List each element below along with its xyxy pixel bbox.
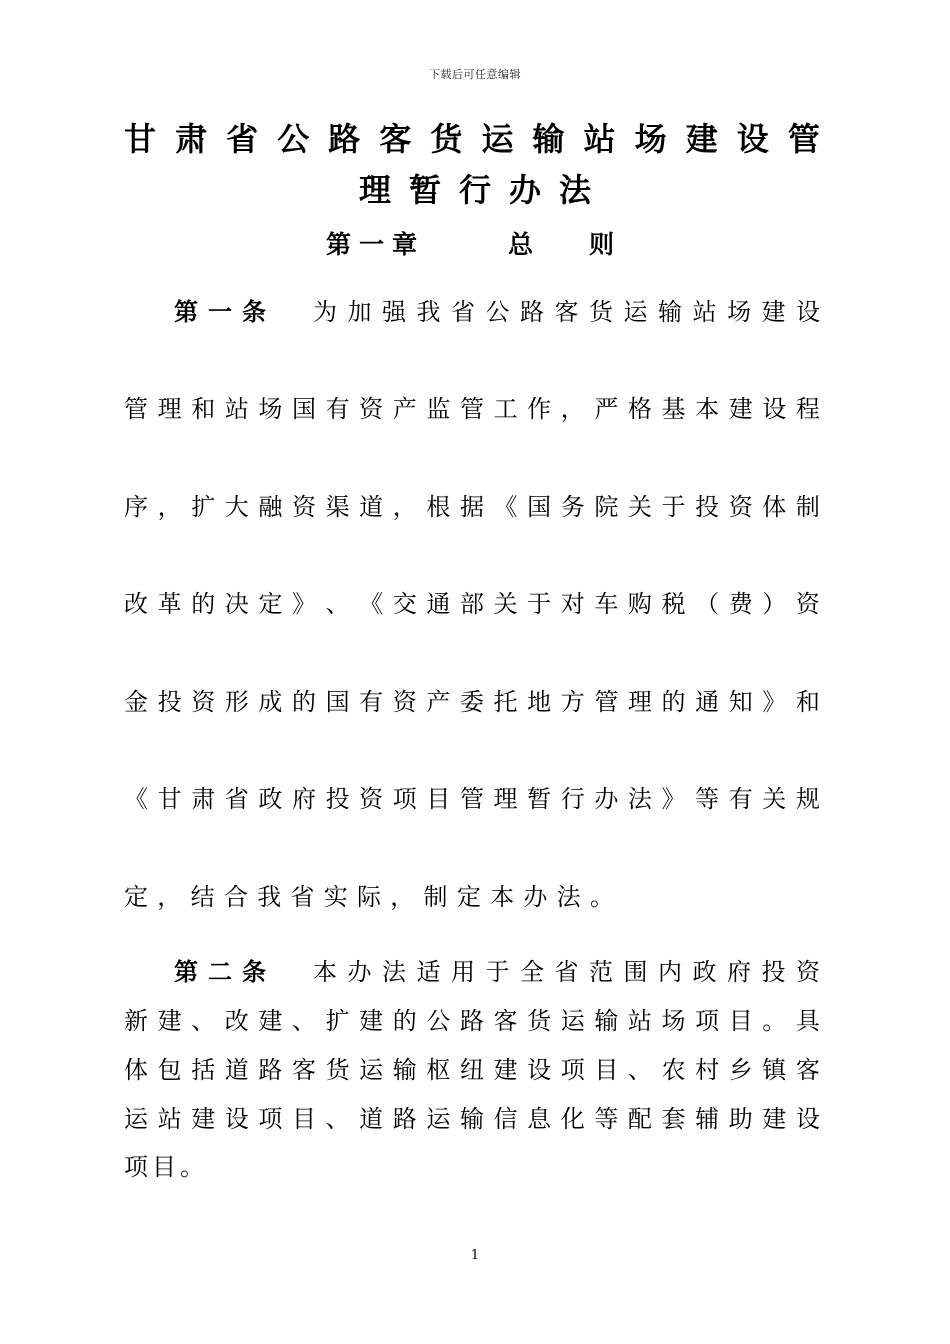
article-line [124, 687, 820, 717]
glyph: 大 [224, 493, 249, 521]
glyph: 投 [761, 958, 786, 986]
glyph: 甘 [157, 785, 182, 813]
glyph: 管 [124, 395, 148, 423]
glyph: 有 [728, 785, 753, 813]
glyph: 决 [224, 590, 249, 618]
glyph: 我 [416, 298, 441, 326]
page-number: 1 [470, 1248, 480, 1263]
glyph: 配 [627, 1105, 652, 1133]
glyph: 的 [661, 688, 686, 716]
glyph: 实 [323, 883, 348, 911]
glyph: 围 [623, 958, 648, 986]
glyph: 目 [426, 785, 451, 813]
glyph: 范 [589, 958, 613, 986]
glyph: 肃 [191, 785, 216, 813]
glyph: 《 [124, 785, 148, 813]
article-line [124, 589, 820, 619]
glyph: 改 [124, 590, 148, 618]
glyph: 据 [459, 493, 484, 521]
glyph: 适 [416, 958, 441, 986]
glyph: 务 [560, 493, 585, 521]
glyph: 省 [226, 120, 259, 158]
glyph: 路 [392, 1105, 417, 1133]
article-1-first-line [174, 297, 820, 327]
glyph: 运 [359, 1056, 384, 1084]
glyph: 省 [451, 298, 475, 326]
glyph: 际 [356, 883, 381, 911]
glyph: 、 [627, 1056, 652, 1084]
glyph: ， [560, 395, 585, 423]
glyph: 定 [124, 883, 148, 911]
glyph: 资 [392, 688, 417, 716]
article-line [124, 1104, 820, 1134]
glyph: 等 [594, 1105, 619, 1133]
glyph: 客 [291, 1056, 316, 1084]
glyph: 的 [291, 688, 316, 716]
glyph: 农 [661, 1056, 686, 1084]
glyph: 和 [191, 395, 216, 423]
glyph: 枢 [426, 1056, 451, 1084]
glyph: ） [762, 590, 787, 618]
chapter-number: 第一章 [326, 230, 426, 259]
glyph: 政 [692, 958, 717, 986]
glyph: 客 [795, 1056, 820, 1084]
glyph: （ [695, 590, 720, 618]
glyph: 通 [426, 590, 451, 618]
article-line [124, 784, 820, 814]
glyph: 目 [152, 1153, 176, 1181]
glyph: 暂 [527, 785, 552, 813]
glyph: 等 [695, 785, 720, 813]
glyph: 目 [728, 1007, 753, 1035]
glyph: 输 [392, 1056, 417, 1084]
glyph: 场 [258, 395, 283, 423]
glyph: 》 [762, 688, 787, 716]
glyph: 资 [795, 590, 820, 618]
glyph: 。 [762, 1007, 787, 1035]
glyph: 管 [787, 120, 820, 158]
glyph: 建 [728, 395, 753, 423]
glyph: 政 [258, 785, 283, 813]
glyph: 项 [695, 1007, 720, 1035]
glyph: 资 [728, 493, 753, 521]
glyph: 制 [423, 883, 448, 911]
glyph: 客 [554, 298, 579, 326]
glyph: 、 [191, 1007, 216, 1035]
glyph: 税 [661, 590, 686, 618]
glyph: 基 [661, 395, 686, 423]
glyph: 地 [527, 688, 552, 716]
glyph: 强 [382, 298, 406, 326]
article-line [124, 1152, 204, 1182]
article-line [124, 1006, 820, 1036]
document-title-line-1 [124, 114, 820, 160]
glyph: 公 [485, 298, 510, 326]
glyph: 括 [191, 1056, 216, 1084]
article-line [124, 1055, 820, 1085]
glyph: 路 [520, 298, 544, 326]
glyph: 关 [762, 785, 787, 813]
glyph: 公 [426, 1007, 451, 1035]
glyph: 货 [589, 298, 613, 326]
glyph: 资 [359, 785, 384, 813]
glyph: 通 [695, 688, 720, 716]
chapter-name: 总则 [508, 230, 671, 259]
glyph: 管 [459, 785, 484, 813]
glyph: 新 [124, 1007, 148, 1035]
glyph: 于 [485, 958, 510, 986]
glyph: 投 [695, 493, 720, 521]
glyph: 运 [124, 1105, 148, 1133]
glyph: 渠 [325, 493, 350, 521]
glyph: 场 [661, 1007, 686, 1035]
glyph: ， [390, 883, 415, 911]
glyph: 资 [359, 395, 384, 423]
glyph: 输 [532, 120, 565, 158]
glyph: 化 [560, 1105, 585, 1133]
glyph: 肃 [175, 120, 208, 158]
glyph: 项 [560, 1056, 585, 1084]
glyph: 、 [325, 1105, 350, 1133]
article-line-text [313, 957, 820, 987]
glyph: 乡 [728, 1056, 753, 1084]
glyph: 严 [594, 395, 619, 423]
glyph: 输 [459, 1105, 484, 1133]
glyph: 货 [527, 1007, 552, 1035]
glyph: 交 [392, 590, 417, 618]
glyph: 的 [392, 1007, 417, 1035]
glyph: 建 [359, 1007, 384, 1035]
glyph: 本 [695, 395, 720, 423]
glyph: 、 [291, 1007, 316, 1035]
glyph: 路 [328, 120, 361, 158]
glyph: 体 [124, 1056, 148, 1084]
article-line [124, 882, 614, 912]
glyph: 目 [594, 1056, 619, 1084]
glyph: 知 [728, 688, 753, 716]
glyph: 托 [493, 688, 518, 716]
glyph: 国 [527, 493, 552, 521]
glyph: 省 [554, 958, 579, 986]
glyph: 具 [795, 1007, 820, 1035]
glyph: 办 [347, 958, 372, 986]
glyph: 全 [520, 958, 544, 986]
glyph: 场 [727, 298, 751, 326]
glyph: 站 [157, 1105, 182, 1133]
glyph: 定 [456, 883, 481, 911]
glyph: 》 [291, 590, 316, 618]
glyph: 设 [796, 298, 820, 326]
glyph: 部 [459, 590, 484, 618]
glyph: 关 [493, 590, 518, 618]
glyph: 成 [258, 688, 283, 716]
glyph: 息 [527, 1105, 552, 1133]
glyph: 规 [795, 785, 820, 813]
glyph: 行 [560, 785, 585, 813]
glyph: 建 [685, 120, 718, 158]
glyph: 格 [627, 395, 652, 423]
header-note: 下载后可任意编辑 [429, 68, 521, 81]
glyph: 客 [493, 1007, 518, 1035]
glyph: 定 [258, 590, 283, 618]
glyph: 建 [191, 1105, 216, 1133]
glyph: 有 [359, 688, 384, 716]
glyph: 融 [258, 493, 283, 521]
glyph: 道 [359, 493, 384, 521]
glyph: ， [157, 883, 182, 911]
glyph: 和 [795, 688, 820, 716]
glyph: 改 [224, 1007, 249, 1035]
glyph: 辅 [695, 1105, 720, 1133]
glyph: 的 [191, 590, 216, 618]
glyph: 包 [157, 1056, 182, 1084]
glyph: 法 [556, 883, 581, 911]
glyph: 信 [493, 1105, 518, 1133]
glyph: 。 [180, 1153, 204, 1181]
glyph: 根 [426, 493, 451, 521]
glyph: 路 [258, 1056, 283, 1084]
glyph: 费 [728, 590, 753, 618]
glyph: 助 [728, 1105, 753, 1133]
glyph: 用 [451, 958, 475, 986]
glyph: 车 [594, 590, 619, 618]
glyph: 建 [761, 298, 786, 326]
glyph: 办 [523, 883, 548, 911]
glyph: 产 [426, 688, 451, 716]
glyph: 设 [795, 1105, 820, 1133]
glyph: 镇 [762, 1056, 787, 1084]
glyph: 法 [382, 958, 406, 986]
glyph: 程 [795, 395, 820, 423]
glyph: 方 [560, 688, 585, 716]
glyph: 目 [291, 1105, 316, 1133]
glyph: 关 [627, 493, 652, 521]
glyph: 府 [291, 785, 316, 813]
glyph: 道 [359, 1105, 384, 1133]
glyph: 货 [430, 120, 463, 158]
glyph: 设 [224, 1105, 249, 1133]
glyph: 项 [392, 785, 417, 813]
glyph: 投 [157, 688, 182, 716]
glyph: 本 [313, 958, 337, 986]
glyph: 加 [347, 298, 372, 326]
glyph: 院 [594, 493, 619, 521]
glyph: 村 [695, 1056, 720, 1084]
glyph: 省 [224, 785, 249, 813]
glyph: 设 [736, 120, 769, 158]
glyph: 于 [661, 493, 686, 521]
glyph: 路 [459, 1007, 484, 1035]
glyph: 项 [258, 1105, 283, 1133]
glyph: 资 [291, 493, 316, 521]
glyph: 省 [290, 883, 315, 911]
glyph: 设 [527, 1056, 552, 1084]
article-line [124, 394, 820, 424]
glyph: 建 [762, 1105, 787, 1133]
glyph: 内 [658, 958, 682, 986]
glyph: 理 [157, 395, 182, 423]
glyph: 于 [527, 590, 552, 618]
glyph: 客 [379, 120, 412, 158]
glyph: 扩 [191, 493, 216, 521]
glyph: 形 [224, 688, 249, 716]
glyph: 管 [594, 688, 619, 716]
glyph: 法 [627, 785, 652, 813]
glyph: 产 [392, 395, 417, 423]
glyph: 国 [291, 395, 316, 423]
glyph: 体 [762, 493, 787, 521]
glyph: 工 [493, 395, 518, 423]
glyph: 监 [426, 395, 451, 423]
glyph: 管 [459, 395, 484, 423]
glyph: 委 [459, 688, 484, 716]
glyph: 道 [224, 1056, 249, 1084]
glyph: 革 [157, 590, 182, 618]
glyph: 国 [325, 688, 350, 716]
glyph: 、 [325, 590, 350, 618]
glyph: 套 [661, 1105, 686, 1133]
article-2-first-line [174, 957, 820, 987]
glyph: 运 [560, 1007, 585, 1035]
glyph: 站 [224, 395, 249, 423]
glyph: 府 [727, 958, 751, 986]
glyph: 《 [493, 493, 518, 521]
article-label: 第二条 [174, 958, 276, 986]
glyph: 金 [124, 688, 148, 716]
glyph: 合 [223, 883, 248, 911]
glyph: 购 [627, 590, 652, 618]
glyph: 《 [359, 590, 384, 618]
glyph: 为 [313, 298, 337, 326]
glyph: 理 [493, 785, 518, 813]
glyph: 设 [762, 395, 787, 423]
glyph: 本 [490, 883, 515, 911]
glyph: 货 [325, 1056, 350, 1084]
glyph: 制 [795, 493, 820, 521]
glyph: 》 [661, 785, 686, 813]
article-line [124, 492, 820, 522]
glyph: 输 [658, 298, 682, 326]
glyph: 有 [325, 395, 350, 423]
glyph: 站 [692, 298, 717, 326]
glyph: 项 [124, 1153, 148, 1181]
glyph: 结 [190, 883, 215, 911]
glyph: 对 [560, 590, 585, 618]
glyph: 建 [258, 1007, 283, 1035]
glyph: 投 [325, 785, 350, 813]
glyph: 建 [493, 1056, 518, 1084]
glyph: 序 [124, 493, 148, 521]
glyph: 作 [527, 395, 552, 423]
glyph: 场 [634, 120, 667, 158]
glyph: 建 [157, 1007, 182, 1035]
glyph: 运 [426, 1105, 451, 1133]
article-label: 第一条 [174, 298, 276, 326]
glyph: 甘 [124, 120, 157, 158]
glyph: 运 [481, 120, 514, 158]
article-line-text [313, 297, 820, 327]
glyph: ， [392, 493, 417, 521]
glyph: 纽 [459, 1056, 484, 1084]
glyph: 站 [583, 120, 616, 158]
glyph: 扩 [325, 1007, 350, 1035]
glyph: 我 [257, 883, 282, 911]
glyph: 站 [627, 1007, 652, 1035]
glyph: 。 [589, 883, 614, 911]
glyph: 运 [623, 298, 648, 326]
glyph: 理 [627, 688, 652, 716]
glyph: 资 [191, 688, 216, 716]
glyph: 资 [796, 958, 820, 986]
glyph: 输 [594, 1007, 619, 1035]
glyph: 办 [594, 785, 619, 813]
glyph: 公 [277, 120, 310, 158]
glyph: ， [157, 493, 182, 521]
document-title-line-2: 理暂行办法 [358, 171, 609, 209]
